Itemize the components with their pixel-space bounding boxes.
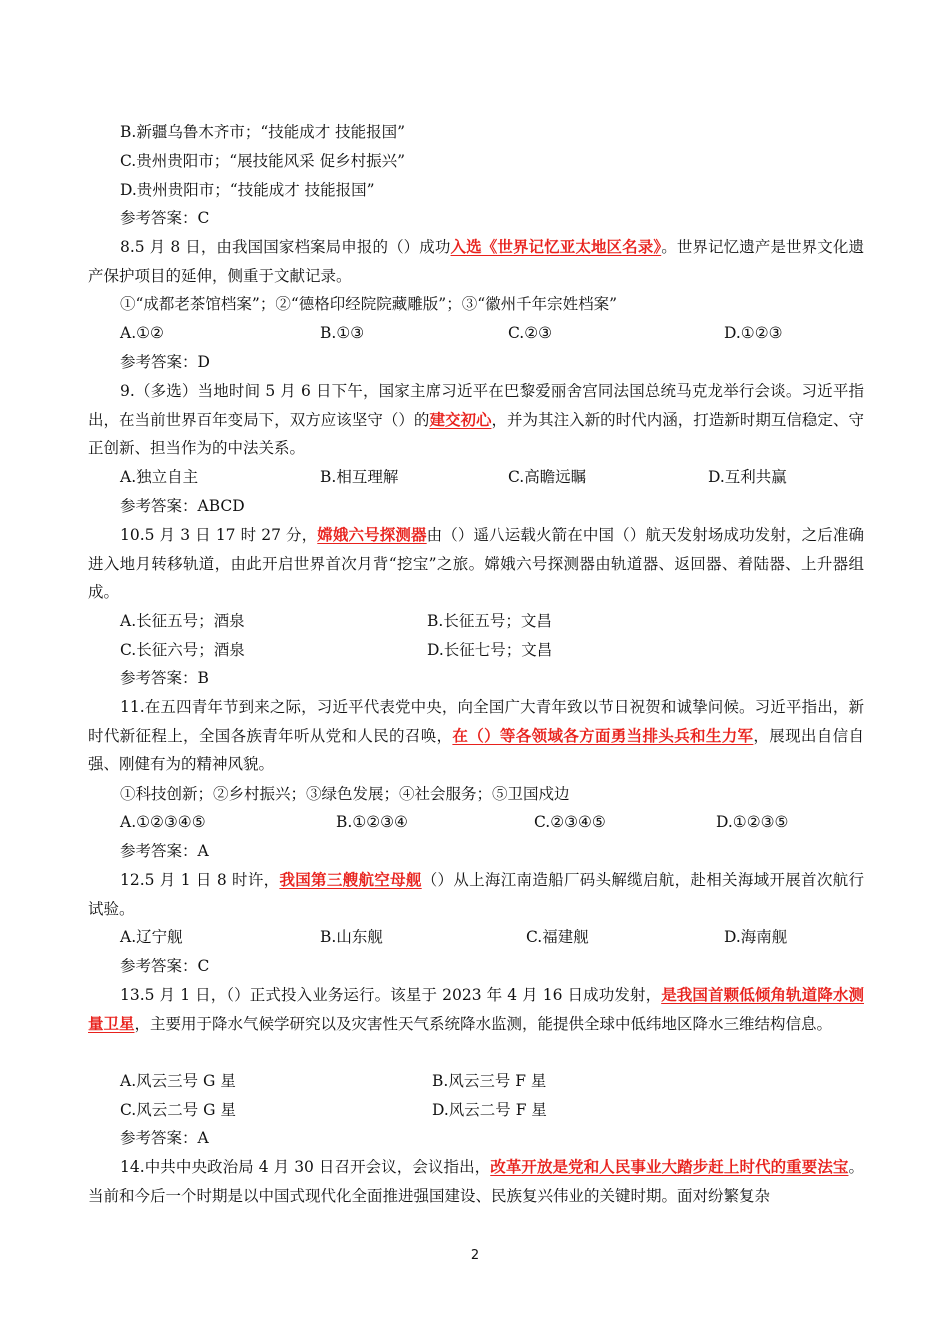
question-11-options [120,812,880,832]
question-text: 由（）遥八运载火箭在中国（）航天发射场成功发射，之后准确进入地月转移轨道，由此开启世界首次月背“挖宝”之旅。嫦娥六号探测器由轨道器、返回器、着陆器、上升器组成。 [88,526,864,602]
option-d: D.海南舰 [724,928,788,946]
option-b: B.相互理解 [320,468,399,486]
answer: 参考答案：C [120,209,210,227]
option-a: A.长征五号；酒泉 [120,612,245,630]
option-c: C.福建舰 [526,928,589,946]
question-11-items: ①科技创新；②乡村振兴；③绿色发展；④社会服务；⑤卫国戍边 [120,785,570,803]
answer: 参考答案：D [120,353,210,371]
question-14 [88,1153,864,1210]
option-b: B.山东舰 [320,928,383,946]
question-13-options-row2 [120,1100,880,1120]
option-c: C.风云二号 G 星 [120,1101,236,1119]
highlight-text: 入选《世界记忆亚太地区名录》 [450,237,662,256]
highlight-text: 嫦娥六号探测器 [317,525,427,544]
option-a: A.风云三号 G 星 [120,1072,236,1090]
highlight-text: 在（）等各领域各方面勇当排头兵和生力军 [452,725,754,745]
option-b: B.①③ [320,324,365,342]
question-9-options [120,467,880,487]
highlight-text: 改革开放是党和人民事业大踏步赶上时代的重要法宝 [490,1157,849,1176]
highlight-text: 我国第三艘航空母舰 [279,870,422,889]
option-c: C.高瞻远瞩 [508,468,587,486]
question-8 [88,233,864,290]
option-d: D.互利共赢 [708,468,787,486]
question-12 [88,866,864,923]
highlight-text: 建交初心 [429,409,492,429]
option-d: D.贵州贵阳市；“技能成才 技能报国” [120,181,375,199]
option-d: D.①②③ [724,324,783,342]
answer: 参考答案：ABCD [120,497,245,515]
option-a: A.辽宁舰 [120,928,183,946]
option-a: A.①②③④⑤ [120,813,206,831]
question-text: 14.中共中央政治局 4 月 30 日召开会议，会议指出， [120,1158,491,1176]
highlight-text: 是我国首颗低倾角轨道降水测量卫星 [88,985,864,1033]
answer: 参考答案：A [120,842,209,860]
option-d: D.①②③⑤ [716,813,789,831]
option-d: D.长征七号；文昌 [427,641,553,659]
option-b: B.①②③④ [336,813,408,831]
question-text: 。世界记忆遗产是世界文化遗产保护项目的延伸，侧重于文献记录。 [88,238,864,285]
option-b: B.新疆乌鲁木齐市；“技能成才 技能报国” [120,123,406,141]
question-text: 13.5 月 1 日，（）正式投入业务运行。该星于 2023 年 4 月 16 日成功发射， [120,986,662,1004]
question-text: 10.5 月 3 日 17 时 27 分， [120,526,318,544]
question-text: 12.5 月 1 日 8 时许， [120,871,280,889]
question-text: ，展现出自信自强、刚健有为的精神风貌。 [88,726,864,774]
question-12-options [120,927,880,947]
question-text: ，主要用于降水气候学研究以及灾害性天气系统降水监测，能提供全球中低纬地区降水三维结构信息。 [134,1014,833,1033]
option-a: A.①② [120,324,164,342]
question-10-options-row2 [120,640,880,660]
option-b: B.长征五号；文昌 [427,612,552,630]
question-text: 。当前和今后一个时期是以中国式现代化全面推进强国建设、民族复兴伟业的关键时期。面对纷繁复杂 [88,1158,864,1205]
option-c: C.贵州贵阳市；“展技能风采 促乡村振兴” [120,152,406,170]
page-number: 2 [470,1248,480,1263]
question-9 [88,377,864,463]
question-text: ，并为其注入新的时代内涵，打造新时期互信稳定、守正创新、担当作为的中法关系。 [88,410,864,458]
option-c: C.②③ [508,324,553,342]
option-c: C.长征六号；酒泉 [120,641,245,659]
question-text: （）从上海江南造船厂码头解缆启航，赴相关海域开展首次航行试验。 [88,871,864,918]
question-text: 9.（多选）当地时间 5 月 6 日下午，国家主席习近平在巴黎爱丽舍宫同法国总统马克龙举行会谈。习近平指出，在当前世界百年变局下，双方应该坚守（）的 [88,382,864,429]
question-10 [88,521,864,607]
option-b: B.风云三号 F 星 [432,1072,547,1090]
answer: 参考答案：A [120,1129,209,1147]
option-a: A.独立自主 [120,468,199,486]
question-13 [88,981,864,1038]
question-text: 11.在五四青年节到来之际，习近平代表党中央，向全国广大青年致以节日祝贺和诚挚问候。习近平指出，新时代新征程上，全国各族青年听从党和人民的召唤， [88,698,864,745]
question-11 [88,693,864,779]
question-text: 8.5 月 8 日，由我国国家档案局申报的（）成功 [120,238,451,256]
question-10-options-row1 [120,611,880,631]
option-d: D.风云二号 F 星 [432,1101,547,1119]
question-8-items: ①“成都老茶馆档案”；②“德格印经院院藏雕版”；③“徽州千年宗姓档案” [120,295,618,313]
question-8-options [120,323,880,343]
answer: 参考答案：B [120,669,209,687]
answer: 参考答案：C [120,957,210,975]
option-c: C.②③④⑤ [534,813,606,831]
question-13-options-row1 [120,1071,880,1091]
